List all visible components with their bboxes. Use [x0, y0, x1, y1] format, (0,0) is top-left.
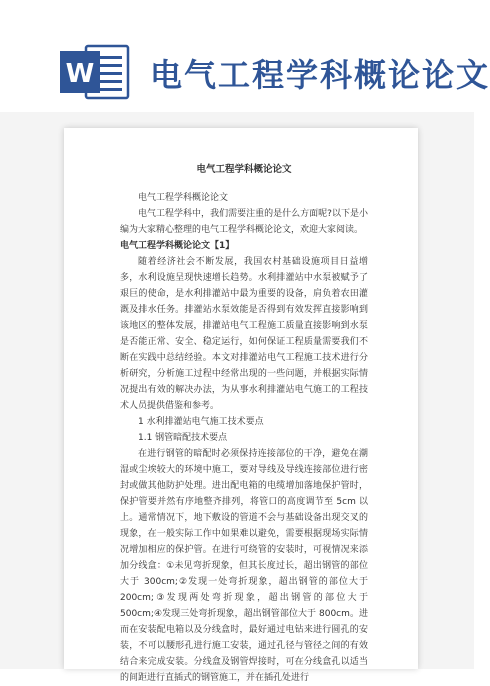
intro-paragraph: 电气工程学科中，我们需要注重的是什么方面呢?以下是小编为大家精心整理的电气工程学科概论论文，欢迎大家阅读。 — [120, 209, 368, 235]
subheading: 1 水利排灌站电气施工技术要点 — [138, 417, 264, 427]
document-body — [120, 162, 368, 686]
section-heading: 电气工程学科概论论文【1】 — [120, 241, 235, 251]
lead-line: 电气工程学科概论论文 — [138, 193, 229, 203]
subheading: 1.1 钢管暗配技术要点 — [138, 433, 228, 443]
body-paragraph: 随着经济社会不断发展，我国农村基础设施项目日益增多，水利设施呈现快速增长趋势。水利排灌站中水泵被赋予了艰巨的使命，是水利排灌站中最为重要的设备，肩负着农田灌溉及排水任务。排灌站水泵效能是否得到有效发挥直接影响到该地区的整体发展，排灌站电气工程施工质量直接影响到水泵是否能正常、安全、稳定运行，如何保证工程质量需要我们不断在实践中总结经验。本文对排灌站电气工程施工技术进行分析研究，分析施工过程中经常出现的一些问题，并根据实际情况提出有效的解决办法，为从事水利排灌站电气施工的工程技术人员提供借鉴和参考。 — [120, 257, 368, 411]
document-page — [64, 128, 418, 683]
banner-title: 电气工程学科概论论文 — [150, 56, 490, 94]
word-icon — [60, 44, 130, 100]
document-title: 电气工程学科概论论文 — [196, 164, 292, 175]
body-paragraph: 在进行钢管的暗配时必须保持连接部位的干净，避免在潮湿或尘埃较大的环境中施工，要对导线及导线连接部位进行密封或做其他防护处理。进出配电箱的电缆增加落地保护管时，保护管要并然有序地整齐排列，将管口的高度调节至 5cm 以上。通常情况下，地下敷设的管道不会与基础设备出现交叉的现象，在一般实际工作中如果难以避免，需要根据现场实际情况增加相应的保护管。在进行可绕管的安装时，可视情况来添加分线盒：①未见弯折现象，但其长度过长，超出钢管的部位大于 300cm;②发现一处弯折现象，超出钢管的部位大于 200cm;③发现两处弯折现象，超出钢管的部位大于 500cm;④发现三处弯折现象，超出钢管部位大于 800cm。进而在安装配电箱以及分线盒时，最好通过电钻来进行圆孔的安装，不可以腰形孔进行施工安装，通过孔径与管径之间的有效结合来完成安装。分线盒及钢管焊接时，可在分线盒孔以适当的间距进行直插式的钢管施工，并在插孔处进行 — [120, 449, 368, 683]
banner — [0, 0, 490, 112]
word-letter: W — [65, 59, 95, 89]
